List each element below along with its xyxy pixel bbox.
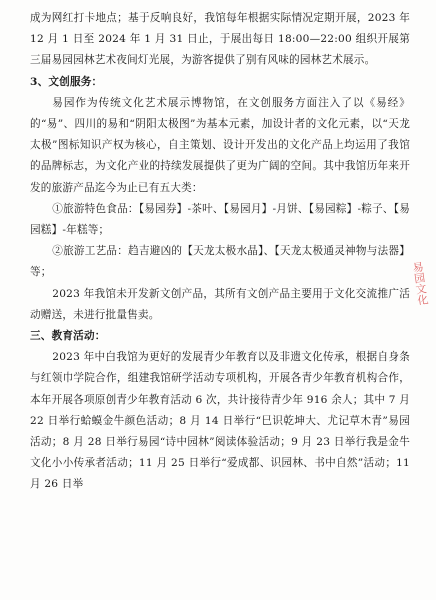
paragraph-intro: 成为网红打卡地点；基于反响良好，我馆每年根据实际情况定期开展，2023 年 12 月 1 日至 2024 年 1 月 31 日止，于展出每日 18:00—22:00 组织开展第三届易园园林艺术夜间灯光展，为游客提供了别有风味的园林艺术展示。 <box>30 12 410 67</box>
paragraph-2023-note: 2023 年我馆未开发新文创产品，其所有文创产品主要用于文化交流推广活动赠送，未进行批量售卖。 <box>30 287 410 321</box>
red-seal-stamp: 易园文化 <box>410 260 430 307</box>
section-heading-education: 三、教育活动： <box>30 330 106 343</box>
section-heading-cultural-creative: 3、文创服务： <box>30 75 103 88</box>
paragraph-education: 2023 年中白我馆为更好的发展青少年教育以及非遗文化传承，根据自身条与红领巾学院合作，组建我馆研学活动专项机构，开展各青少年教育机构合作，本年开展各项原创青少年教育活动 6 次，共计接待青少年 916 余人；其中 7 月 22 日举行蛤蟆金牛颜色活动；8 月 14 日举行“巳识乾坤大、尤记草木青”易园活动；8 月 28 日举行易园“诗中园林”阅读体验活动；9 月 23 日举行我是金牛文化小小传承者活动；11 月 25 日举行“爱成都、识园林、书中自然”活动；11 月 26 日举 <box>30 351 410 491</box>
paragraph-crafts: ②旅游工艺品：趋吉避凶的【天龙太极水晶】、【天龙太极通灵神物与法器】等； <box>30 245 410 279</box>
document-body <box>30 8 410 496</box>
paragraph-cultural-creative: 易园作为传统文化艺术展示博物馆，在文创服务方面注入了以《易经》的“易”、四川的易和“阴阳太极图”为基本元素，加设计者的文化元素，以“天龙太极”图标知识产权为核心，自主策划、设计开发出的文化产品上均运用了我馆的品牌标志，为文化产业的持续发展提供了更为广阔的空间。其中我馆历年来开发的旅游产品迄今为止已有五大类： <box>30 96 410 194</box>
paragraph-food-products: ①旅游特色食品：【易园券】-茶叶、【易园月】-月饼、【易园粽】-粽子、【易园糕】-年糕等； <box>30 202 410 237</box>
